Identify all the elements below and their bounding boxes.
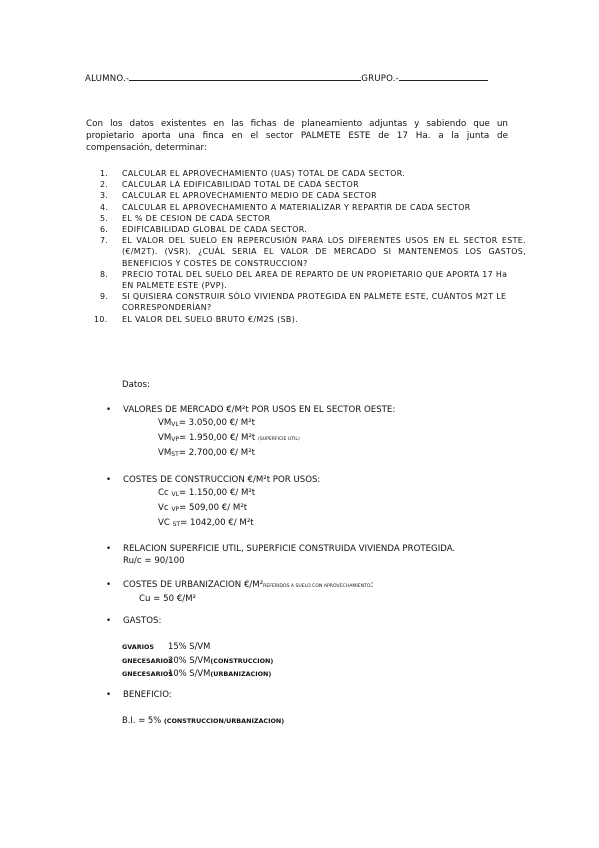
value-amount: = 2.700,00 €/ M²t — [178, 448, 256, 458]
value-prefix: VM — [158, 448, 172, 458]
beneficio-title: BENEFICIO: — [123, 690, 172, 700]
bullet-icon: • — [106, 690, 112, 700]
grupo-label: GRUPO.- — [361, 74, 399, 84]
value-amount: = 3.050,00 €/ M²t — [178, 418, 256, 428]
value-amount: = 1.150,00 €/ M²t — [178, 488, 256, 498]
task-number: 5. — [100, 213, 109, 223]
task-text: EL VALOR DEL SUELO BRUTO €/M2S (SB). — [122, 314, 298, 324]
gastos-pct: 15% S/VM — [168, 641, 211, 651]
task-text: CALCULAR EL APROVECHAMIENTO A MATERIALIZAR Y REPARTIR DE CADA SECTOR — [122, 202, 471, 212]
task-text: BENEFICIOS Y COSTES DE CONSTRUCCION? — [122, 258, 308, 268]
task-item — [86, 224, 526, 235]
value-amount: = 1.950,00 €/ M²t — [179, 433, 256, 443]
task-list — [86, 168, 526, 325]
task-text: PRECIO TOTAL DEL SUELO DEL AREA DE REPARTO DE UN PROPIETARIO QUE APORTA 17 Ha — [122, 269, 508, 279]
costes-st-row — [158, 518, 254, 528]
task-item — [86, 202, 526, 213]
urbanizacion-colon: : — [370, 580, 374, 590]
alumno-label: ALUMNO.- — [85, 74, 130, 84]
task-item — [86, 269, 526, 291]
costes-heading — [106, 475, 321, 485]
gastos-heading — [106, 616, 162, 626]
value-subscript: VP — [171, 506, 180, 513]
gastos-extra: (URBANIZACION) — [210, 670, 272, 678]
task-item — [86, 291, 526, 313]
relacion-heading — [106, 544, 456, 554]
gastos-row — [122, 668, 271, 678]
task-number: 9. — [100, 292, 109, 302]
task-text: (€/M2T). (VSR). ¿CUÁL SERIA EL VALOR DE MERCADO SI MANTENEMOS LOS GASTOS, — [122, 247, 526, 257]
datos-label: Datos: — [122, 380, 150, 390]
mercado-vp-row — [158, 433, 300, 443]
costes-vl-row — [158, 488, 255, 498]
task-number: 2. — [100, 180, 109, 190]
costes-vp-row — [158, 503, 247, 513]
value-amount: = 509,00 €/ M²t — [179, 503, 248, 513]
task-text: CALCULAR LA EDIFICABILIDAD TOTAL DE CADA SECTOR — [122, 180, 359, 190]
student-header — [85, 72, 488, 84]
value-prefix: VM — [158, 433, 172, 443]
gastos-title: GASTOS: — [123, 616, 162, 626]
value-prefix: VM — [158, 418, 172, 428]
gastos-row — [122, 655, 273, 665]
value-prefix: Cc — [158, 488, 169, 498]
value-subscript: VP — [171, 436, 180, 443]
gastos-extra: (CONSTRUCCION) — [210, 657, 274, 665]
beneficio-extra: (CONSTRUCCION/URBANIZACION) — [163, 717, 285, 725]
bullet-icon: • — [106, 616, 112, 626]
gastos-row — [122, 641, 210, 651]
task-text: EL % DE CESION DE CADA SECTOR — [122, 213, 271, 223]
task-item — [86, 235, 526, 269]
task-text: EDIFICABILIDAD GLOBAL DE CADA SECTOR. — [122, 225, 308, 235]
task-item — [86, 314, 526, 325]
value-prefix: Vc — [158, 503, 169, 513]
task-number: 4. — [100, 202, 109, 212]
value-subscript: VL — [171, 421, 179, 428]
task-number: 7. — [100, 236, 109, 246]
relacion-value: Ru/c = 90/100 — [123, 556, 185, 566]
mercado-title: VALORES DE MERCADO €/M²t POR USOS EN EL SECTOR OESTE: — [123, 405, 396, 415]
urbanizacion-title: COSTES DE URBANIZACION €/M² — [123, 580, 264, 590]
task-number: 8. — [100, 269, 109, 279]
urbanizacion-heading — [106, 580, 374, 590]
task-number: 3. — [100, 191, 109, 201]
task-item — [86, 190, 526, 201]
value-subscript: ST — [172, 521, 181, 528]
costes-title: COSTES DE CONSTRUCCION €/M²t POR USOS: — [123, 475, 321, 485]
alumno-blank[interactable] — [129, 72, 361, 81]
task-number: 10. — [94, 314, 108, 324]
task-text: SI QUISIERA CONSTRUIR SÓLO VIVIENDA PROTEGIDA EN PALMETE ESTE, CUÁNTOS M2T LE — [122, 292, 507, 302]
bullet-icon: • — [106, 475, 112, 485]
gastos-key: GNECESARIOS — [122, 670, 173, 678]
mercado-heading — [106, 405, 396, 415]
task-text: CORRESPONDERÍAN? — [122, 303, 212, 313]
value-subscript: VL — [171, 491, 179, 498]
task-number: 6. — [100, 225, 109, 235]
gastos-key: GVARIOS — [122, 643, 155, 651]
beneficio-row — [122, 715, 284, 725]
task-number: 1. — [100, 169, 109, 178]
value-prefix: VC — [158, 518, 170, 528]
gastos-pct: 10% S/VM — [168, 668, 211, 678]
bullet-icon: • — [106, 580, 112, 590]
task-text: CALCULAR EL APROVECHAMIENTO MEDIO DE CADA SECTOR — [122, 191, 377, 201]
intro-line: compensación, determinar: — [86, 143, 207, 154]
task-text: EN PALMETE ESTE (PVP). — [122, 281, 228, 291]
gastos-pct: 20% S/VM — [168, 655, 211, 665]
bullet-icon: • — [106, 405, 112, 415]
relacion-title: RELACION SUPERFICIE UTIL, SUPERFICIE CONSTRUIDA VIVIENDA PROTEGIDA. — [123, 544, 456, 554]
task-item — [86, 213, 526, 224]
urbanizacion-value: Cu = 50 €/M² — [139, 594, 197, 604]
intro-paragraph — [86, 118, 508, 155]
task-item — [86, 179, 526, 190]
beneficio-value: B.I. = 5% — [122, 715, 162, 725]
value-amount: = 1042,00 €/ M²t — [180, 518, 254, 528]
mercado-vl-row — [158, 418, 255, 428]
value-note: (SUPERFICIE UTIL) — [258, 437, 300, 442]
task-text: EL VALOR DEL SUELO EN REPERCUSIÓN PARA LOS DIFERENTES USOS EN EL SECTOR ESTE. — [122, 236, 526, 246]
urbanizacion-note: REFERIDOS A SUELO CON APROVECHAMIENTO — [263, 584, 371, 589]
beneficio-heading — [106, 690, 172, 700]
value-subscript: ST — [171, 451, 179, 458]
gastos-key: GNECESARIOS — [122, 657, 173, 665]
task-text: CALCULAR EL APROVECHAMIENTO (UAS) TOTAL DE CADA SECTOR. — [122, 169, 406, 178]
mercado-st-row — [158, 448, 255, 458]
intro-line: propietario aporta una finca en el sector PALMETE ESTE de 17 Ha. a la junta de — [86, 131, 508, 142]
bullet-icon: • — [106, 544, 112, 554]
intro-line: Con los datos existentes en las fichas de planeamiento adjuntas y sabiendo que un — [86, 119, 508, 129]
task-item — [86, 168, 526, 179]
grupo-blank[interactable] — [399, 72, 488, 81]
